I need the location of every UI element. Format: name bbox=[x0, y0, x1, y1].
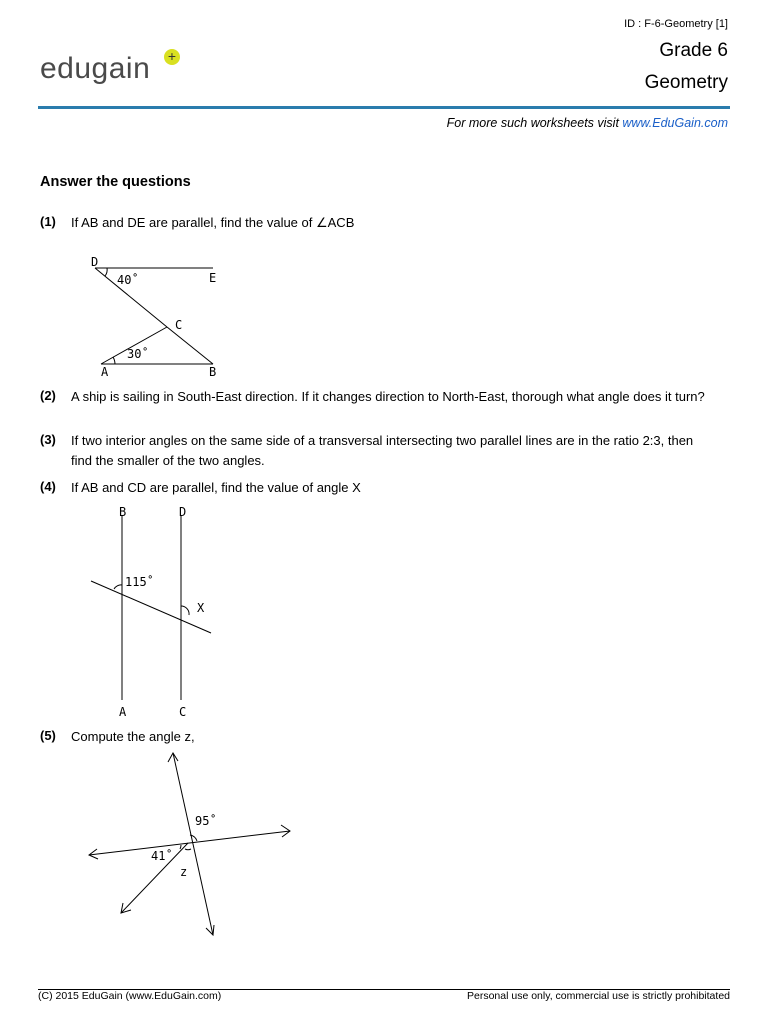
figure-5-diagram bbox=[85, 745, 300, 945]
angle-label-40: 40˚ bbox=[117, 273, 139, 287]
label-c: C bbox=[175, 318, 183, 332]
more-worksheets-text: For more such worksheets visit bbox=[446, 116, 623, 130]
edugain-link[interactable]: www.EduGain.com bbox=[622, 116, 728, 130]
question-number: (2) bbox=[40, 388, 56, 403]
label-d: D bbox=[179, 505, 187, 519]
question-text: If AB and CD are parallel, find the value of angle X bbox=[71, 480, 361, 495]
label-d: D bbox=[91, 255, 99, 269]
footer-usage-note: Personal use only, commercial use is strictly prohibitated bbox=[467, 990, 730, 1002]
angle-label-41: 41˚ bbox=[151, 849, 173, 863]
label-c: C bbox=[179, 705, 187, 719]
question-text: If AB and DE are parallel, find the value of ∠ACB bbox=[71, 215, 355, 230]
question-text: Compute the angle z, bbox=[71, 729, 195, 744]
more-worksheets-line bbox=[447, 116, 728, 130]
angle-label-30: 30˚ bbox=[127, 347, 149, 361]
angle-arc-z bbox=[185, 849, 191, 850]
angle-arc-x bbox=[181, 606, 189, 615]
edugain-logo[interactable] bbox=[40, 48, 200, 98]
arrow-down-icon bbox=[206, 925, 214, 935]
horizontal-line bbox=[89, 831, 290, 855]
question-number: (1) bbox=[40, 214, 56, 229]
label-e: E bbox=[209, 271, 217, 285]
question-number: (5) bbox=[40, 728, 56, 743]
subject-title: Geometry bbox=[644, 72, 728, 93]
figure-4-diagram bbox=[85, 500, 225, 725]
angle-arc-a bbox=[113, 357, 115, 364]
label-b: B bbox=[119, 505, 127, 519]
angle-label-z: z bbox=[180, 865, 188, 879]
header-divider bbox=[38, 106, 730, 109]
question-number: (3) bbox=[40, 432, 56, 447]
angle-label-95: 95˚ bbox=[195, 814, 217, 828]
angle-arc-41 bbox=[180, 845, 181, 849]
line-cb bbox=[167, 327, 213, 364]
plus-icon: + bbox=[164, 49, 180, 65]
grade-title: Grade 6 bbox=[659, 40, 728, 61]
document-id: ID : F-6-Geometry [1] bbox=[624, 18, 728, 30]
angle-label-x: X bbox=[197, 601, 205, 615]
angle-arc-d bbox=[105, 268, 107, 276]
label-b: B bbox=[209, 365, 217, 379]
question-number: (4) bbox=[40, 479, 56, 494]
question-text: If two interior angles on the same side of a transversal intersecting two parallel lines are in the ratio 2:3, then find the smaller of the two angles. bbox=[71, 433, 694, 468]
label-a: A bbox=[101, 365, 109, 379]
angle-arc-115 bbox=[114, 585, 122, 589]
logo-text: edugain bbox=[40, 52, 151, 85]
figure-1-diagram bbox=[85, 252, 245, 382]
angle-label-115: 115˚ bbox=[125, 575, 154, 589]
question-text: A ship is sailing in South-East direction. If it changes direction to North-East, thorough what angle does it turn? bbox=[71, 389, 705, 404]
footer-copyright: (C) 2015 EduGain (www.EduGain.com) bbox=[38, 990, 222, 1002]
label-a: A bbox=[119, 705, 127, 719]
section-title: Answer the questions bbox=[40, 174, 191, 190]
